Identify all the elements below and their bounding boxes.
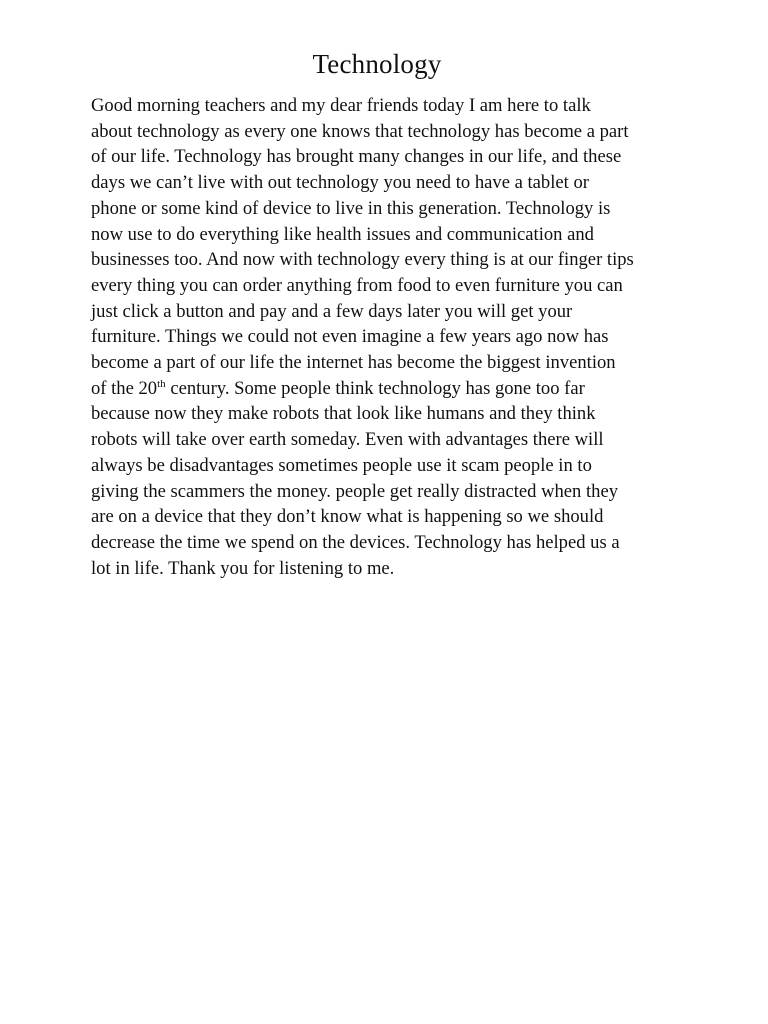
document-body bbox=[91, 93, 691, 581]
text-line: decrease the time we spend on the devices. Technology has helped us a bbox=[91, 531, 620, 553]
text-line: now use to do everything like health issues and communication and bbox=[91, 223, 594, 245]
text-line: phone or some kind of device to live in this generation. Technology is bbox=[91, 197, 611, 219]
text-line: are on a device that they don’t know what is happening so we should bbox=[91, 506, 604, 528]
text-line: giving the scammers the money. people get really distracted when they bbox=[91, 480, 618, 502]
text-line: furniture. Things we could not even imagine a few years ago now has bbox=[91, 326, 609, 348]
line-text-after: century. Some people think technology has gone too far bbox=[165, 377, 585, 399]
text-line: because now they make robots that look like humans and they think bbox=[91, 403, 596, 425]
text-line: days we can’t live with out technology you need to have a tablet or bbox=[91, 172, 589, 194]
text-line: always be disadvantages sometimes people use it scam people in to bbox=[91, 454, 592, 476]
text-line: businesses too. And now with technology every thing is at our finger tips bbox=[91, 249, 634, 271]
text-line-with-superscript bbox=[91, 376, 691, 402]
text-line: just click a button and pay and a few days later you will get your bbox=[91, 300, 573, 322]
text-line: about technology as every one knows that technology has become a part bbox=[91, 120, 629, 142]
text-line: become a part of our life the internet has become the biggest invention bbox=[91, 352, 616, 374]
document-title: Technology bbox=[312, 49, 442, 79]
text-line: lot in life. Thank you for listening to me. bbox=[91, 557, 395, 579]
text-line: every thing you can order anything from food to even furniture you can bbox=[91, 274, 623, 296]
ordinal-superscript: th bbox=[157, 377, 166, 390]
text-line: of our life. Technology has brought many changes in our life, and these bbox=[91, 146, 622, 168]
text-line: robots will take over earth someday. Even with advantages there will bbox=[91, 429, 604, 451]
line-text-before: of the 20 bbox=[91, 377, 158, 399]
text-line: Good morning teachers and my dear friends today I am here to talk bbox=[91, 95, 591, 116]
